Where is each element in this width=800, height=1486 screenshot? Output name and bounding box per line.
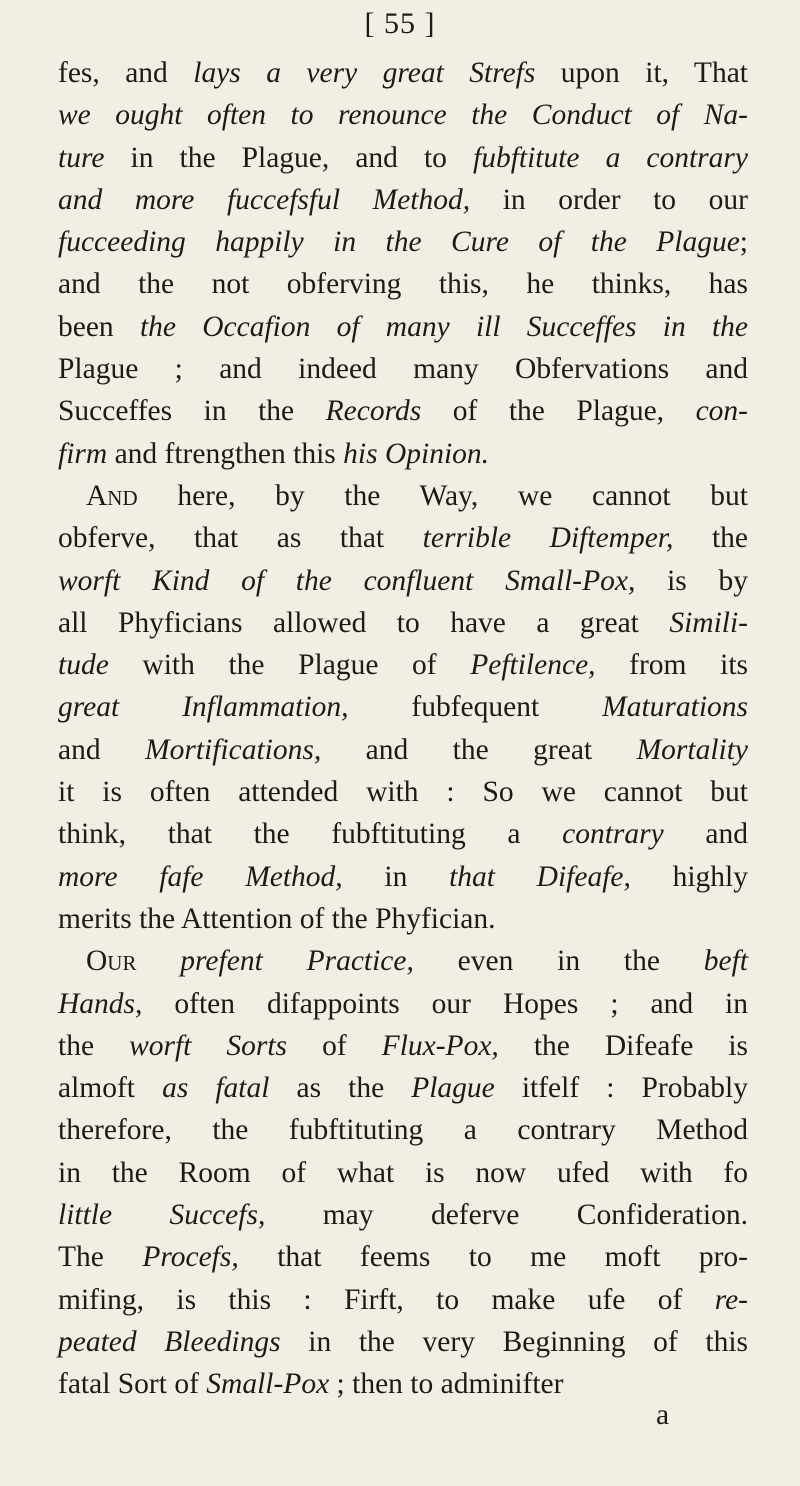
text-line: [58, 644, 748, 686]
text-line: [58, 517, 748, 559]
text-run: ; then to adminifter: [329, 1368, 564, 1401]
text-run: in order to our: [470, 183, 748, 216]
text-run: mifing, is this : Firft, to make ufe of: [58, 1283, 715, 1316]
italic-run: terrible Diftemper,: [422, 522, 674, 555]
text-run: and: [58, 733, 146, 766]
italic-run: Simili-: [669, 606, 748, 639]
text-run: it is often attended with : So we cannot but: [58, 776, 748, 809]
text-line: [58, 983, 748, 1025]
text-run: and the great: [321, 733, 637, 766]
text-run: almoft: [58, 1072, 163, 1105]
italic-run: Mortality: [636, 733, 748, 766]
text-run: from its: [595, 649, 748, 682]
italic-run: Maturations: [602, 691, 748, 724]
text-run: all Phyficians allowed to have a great: [58, 606, 670, 639]
body-text: [58, 52, 748, 1406]
text-line: [58, 137, 748, 179]
catchword: a: [656, 1399, 670, 1431]
text-run: of: [287, 1029, 382, 1062]
italic-run: fubftitute a contrary: [473, 141, 748, 174]
italic-run: that Difeafe,: [449, 860, 631, 893]
italic-run: beft: [703, 945, 749, 978]
italic-run: more fafe Method,: [58, 860, 343, 893]
text-line: [58, 94, 748, 136]
italic-run: Hands,: [58, 987, 143, 1020]
text-run: Succeffes in the: [58, 395, 326, 428]
text-line: [58, 433, 748, 475]
text-run: think, that the fubftituting a: [58, 818, 563, 851]
text-line: [58, 940, 748, 982]
text-line: [58, 1025, 748, 1067]
text-line: [58, 52, 748, 94]
text-line: [58, 475, 748, 517]
italic-run: worft Sorts: [129, 1029, 288, 1062]
text-run: is by: [635, 564, 748, 597]
text-run: The: [58, 1241, 143, 1274]
text-run: ;: [739, 226, 748, 259]
text-run: [136, 945, 180, 977]
text-run: the: [673, 522, 748, 555]
text-run: fes, and: [58, 57, 194, 89]
text-line: [58, 221, 748, 263]
text-line: [58, 390, 748, 432]
text-run: and: [663, 818, 749, 851]
text-line: [58, 898, 748, 940]
text-line: [58, 1152, 748, 1194]
text-run: here, by the Way, we cannot but: [137, 479, 748, 512]
text-run: with the Plague of: [108, 649, 471, 682]
text-line: [58, 771, 748, 813]
text-run: been: [58, 310, 140, 343]
text-line: [58, 1321, 748, 1363]
italic-run: peated Bleedings: [58, 1325, 281, 1358]
text-run: the: [58, 1029, 130, 1062]
italic-run: prefent Practice,: [180, 945, 414, 978]
text-run: obferve, that as that: [58, 522, 423, 555]
text-line: [58, 729, 748, 771]
italic-run: Flux-Pox,: [381, 1029, 499, 1062]
italic-run: Peftilence,: [470, 649, 596, 682]
text-line: [58, 1236, 748, 1278]
text-run: and the not obferving this, he thinks, has: [58, 268, 748, 301]
text-line: [58, 602, 748, 644]
italic-run: Plague: [411, 1072, 495, 1105]
text-line: [58, 1109, 748, 1151]
text-run: in the Plague, and to: [104, 141, 473, 174]
italic-run: lays a very great Strefs: [193, 57, 536, 89]
italic-run: we ought often to renounce the Conduct of Na-: [58, 99, 748, 132]
italic-run: con-: [695, 395, 748, 428]
text-run: in the Room of what is now ufed with fo: [58, 1156, 748, 1189]
italic-run: great Inflammation,: [58, 691, 349, 724]
text-run: the Difeafe is: [498, 1029, 748, 1062]
text-run: Our: [86, 945, 137, 978]
text-run: even in the: [413, 945, 704, 978]
italic-run: Procefs,: [142, 1241, 239, 1274]
italic-run: re-: [714, 1283, 748, 1316]
italic-run: his Opinion.: [343, 437, 490, 470]
text-run: in: [342, 860, 450, 893]
text-run: as the: [269, 1072, 412, 1105]
text-run: And: [86, 479, 138, 512]
text-line: [58, 1363, 748, 1405]
text-line: [58, 1067, 748, 1109]
text-run: that feems to me moft pro-: [238, 1241, 748, 1274]
italic-run: the Occafion of many ill Succeffes in the: [139, 310, 748, 343]
text-run: Plague ; and indeed many Obfervations and: [58, 353, 748, 386]
text-run: therefore, the fubftituting a contrary Method: [58, 1114, 748, 1147]
text-run: upon it, That: [535, 57, 748, 89]
italic-run: Small-Pox: [206, 1368, 330, 1401]
text-run: of the Plague,: [421, 395, 696, 428]
italic-run: contrary: [562, 818, 664, 851]
italic-run: tude: [58, 649, 109, 682]
italic-run: Mortifications,: [145, 733, 322, 766]
text-line: [58, 348, 748, 390]
text-line: [58, 179, 748, 221]
italic-run: Records: [325, 395, 422, 428]
text-run: itfelf : Probably: [494, 1072, 748, 1105]
text-line: [58, 263, 748, 305]
text-line: [58, 1279, 748, 1321]
text-run: fatal Sort of: [58, 1368, 207, 1401]
text-line: [58, 306, 748, 348]
italic-run: ture: [58, 141, 105, 174]
text-run: merits the Attention of the Phyfician.: [58, 902, 496, 935]
italic-run: little Succefs,: [58, 1199, 266, 1232]
text-run: highly: [630, 860, 748, 893]
text-line: [58, 856, 748, 898]
italic-run: as fatal: [162, 1072, 270, 1105]
italic-run: worft Kind of the confluent Small-Pox,: [58, 564, 636, 597]
text-run: often difappoints our Hopes ; and in: [142, 987, 748, 1020]
italic-run: fucceeding happily in the Cure of the Plague: [58, 226, 740, 259]
text-line: [58, 560, 748, 602]
text-line: [58, 686, 748, 728]
text-line: [58, 813, 748, 855]
page-number: [ 55 ]: [364, 7, 436, 40]
italic-run: and more fuccefsful Method,: [58, 183, 471, 216]
text-run: fubfequent: [348, 691, 603, 724]
italic-run: firm: [58, 437, 108, 470]
text-run: and ftrengthen this: [107, 437, 344, 470]
text-line: [58, 1194, 748, 1236]
text-run: in the very Beginning of this: [280, 1325, 748, 1358]
text-run: may deferve Confideration.: [265, 1199, 748, 1232]
